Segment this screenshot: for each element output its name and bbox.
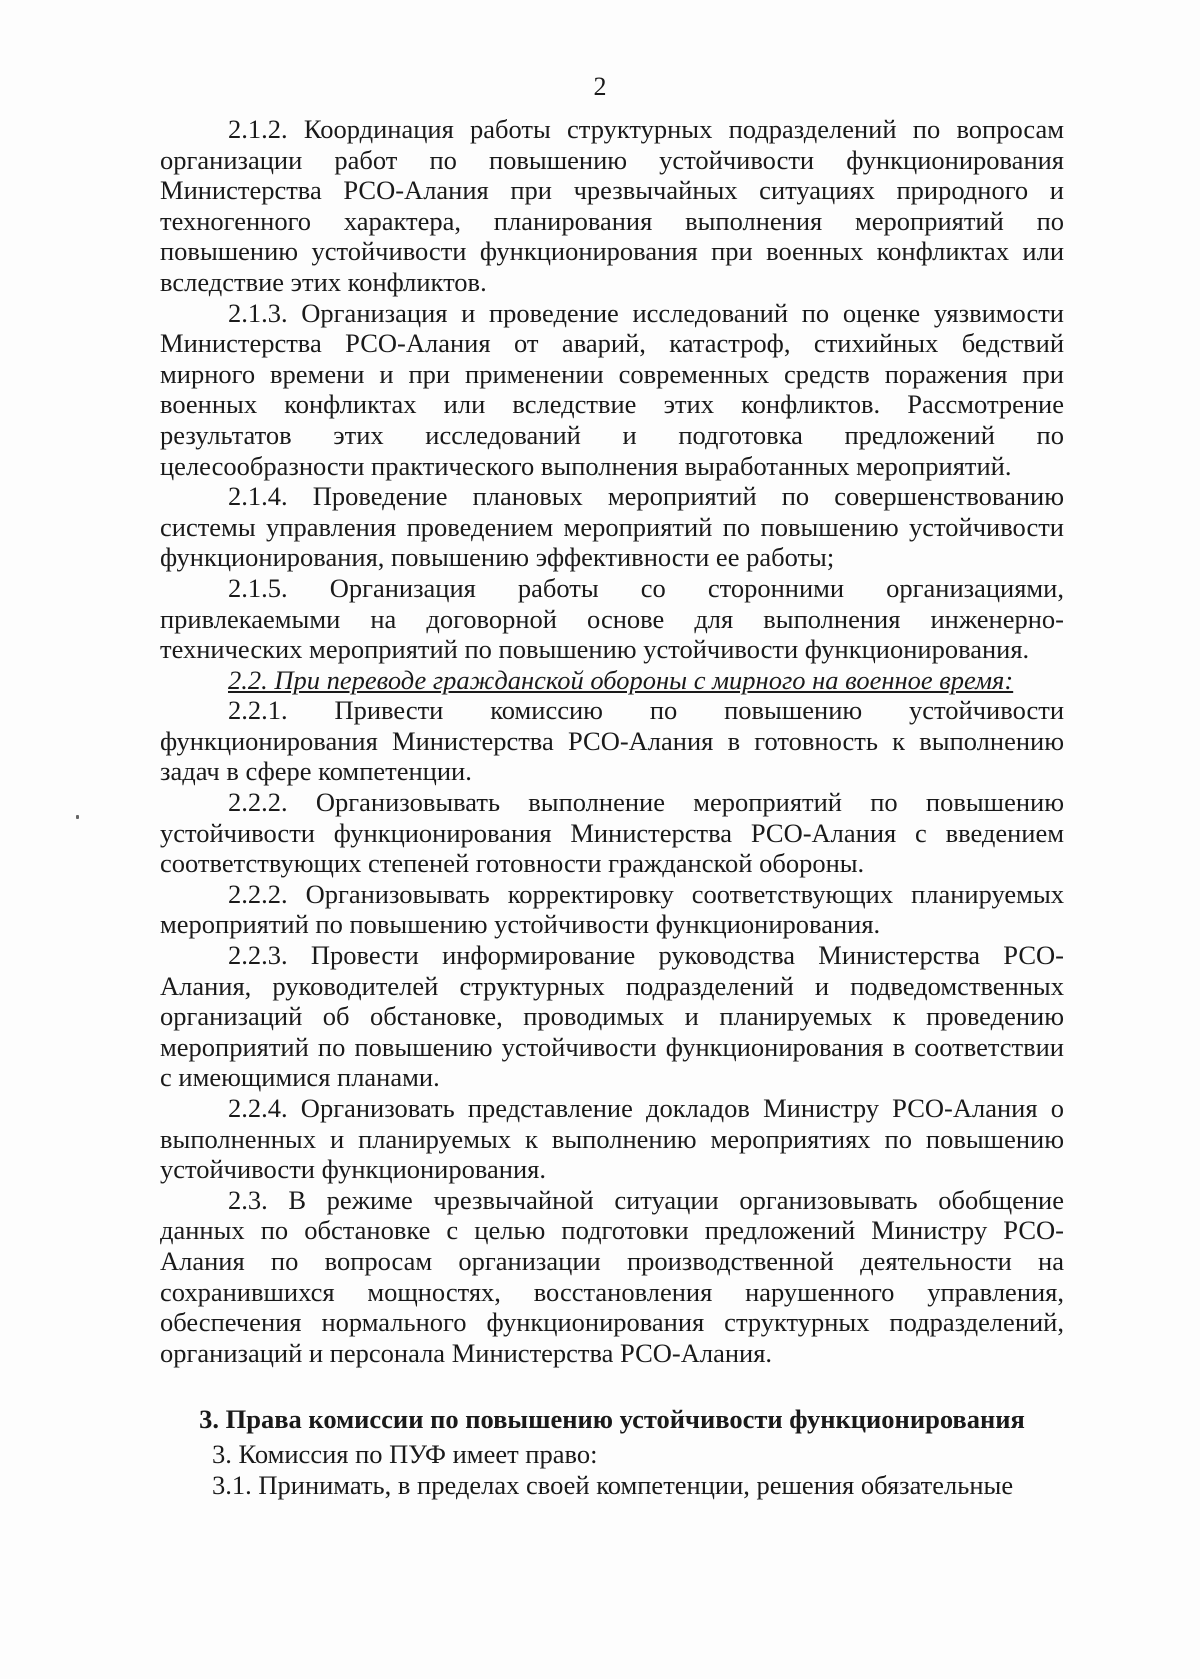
paragraph-2-1-3: 2.1.3. Организация и проведение исследований по оценке уязвимости Министерства РСО-Алания от аварий, катастроф, стихийных бедствий мирного времени и при применении современных средств поражения при военных конфликтах или вследствие этих конфликтов. Рассмотрение результатов этих исследований и подготовка предложений по целесообразности практического выполнения выработанных мероприятий.: [160, 297, 1064, 481]
paragraph-2-2-2-b: 2.2.2. Организовывать корректировку соответствующих планируемых мероприятий по повышению устойчивости функционирования.: [160, 878, 1064, 940]
paragraph-2-3: 2.3. В режиме чрезвычайной ситуации организовывать обобщение данных по обстановке с целью подготовки предложений Министру РСО-Алания по вопросам организации производственной деятельности на сохранившихся мощностях, восстановления нарушенного управления, обеспечения нормального функционирования структурных подразделений, организаций и персонала Министерства РСО-Алания.: [160, 1184, 1064, 1368]
paragraph-2-1-4: 2.1.4. Проведение плановых мероприятий по совершенствованию системы управления проведением мероприятий по повышению устойчивости функционирования, повышению эффективности ее работы;: [160, 481, 1064, 573]
subheading-2-2: 2.2. При переводе гражданской обороны с мирного на военное время:: [228, 664, 1014, 695]
section-3-heading: 3. Права комиссии по повышению устойчивости функционирования: [199, 1404, 1025, 1435]
paragraph-2-2-4: 2.2.4. Организовать представление докладов Министру РСО-Алания о выполненных и планируемых к выполнению мероприятиях по повышению устойчивости функционирования.: [160, 1093, 1064, 1185]
paragraph-3: 3. Комиссия по ПУФ имеет право:: [212, 1438, 598, 1469]
paragraph-3-1: 3.1. Принимать, в пределах своей компетенции, решения обязательные: [212, 1469, 1014, 1500]
paragraph-2-2-3: 2.2.3. Провести информирование руководства Министерства РСО-Алания, руководителей структурных подразделений и подведомственных организаций об обстановке, проводимых и планируемых к проведению мероприятий по повышению устойчивости функционирования в соответствии с имеющимися планами.: [160, 940, 1064, 1093]
paragraph-2-1-5: 2.1.5. Организация работы со сторонними организациями, привлекаемыми на договорной основе для выполнения инженерно-технических мероприятий по повышению устойчивости функционирования.: [160, 572, 1064, 665]
page-number: 2: [593, 72, 607, 101]
scan-speck: [76, 815, 79, 819]
paragraph-2-2-1: 2.2.1. Привести комиссию по повышению устойчивости функционирования Министерства РСО-Алания в готовность к выполнению задач в сфере компетенции.: [160, 695, 1064, 787]
paragraph-2-1-2: 2.1.2. Координация работы структурных подразделений по вопросам организации работ по повышению устойчивости функционирования Министерства РСО-Алания при чрезвычайных ситуациях природного и техногенного характера, планирования выполнения мероприятий по повышению устойчивости функционирования при военных конфликтах или вследствие этих конфликтов.: [160, 114, 1064, 297]
document-body: [160, 114, 1064, 1500]
paragraph-2-2-2-a: 2.2.2. Организовывать выполнение мероприятий по повышению устойчивости функционирования Министерства РСО-Алания с введением соответствующих степеней готовности гражданской обороны.: [160, 787, 1064, 879]
